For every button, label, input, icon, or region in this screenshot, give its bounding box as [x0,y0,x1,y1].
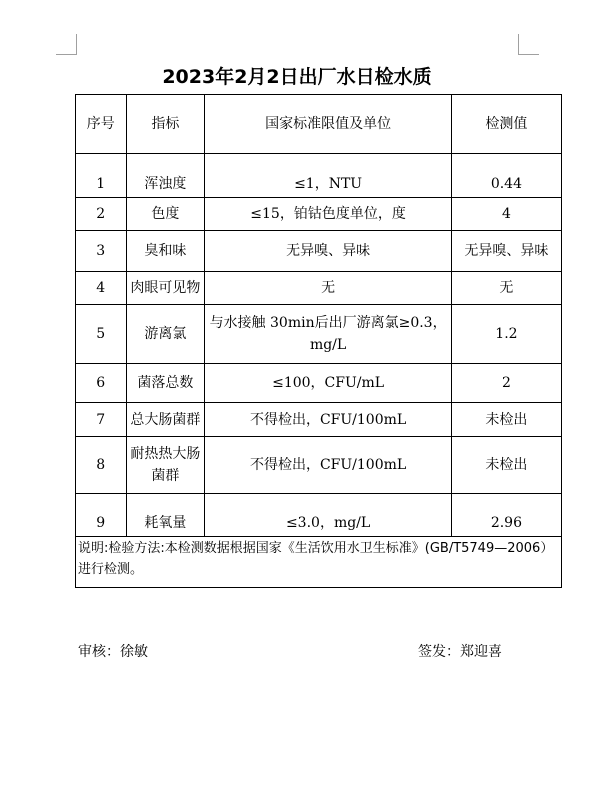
cell-indicator: 耐热热大肠菌群 [126,437,205,494]
cell-indicator: 总大肠菌群 [126,403,205,437]
cell-no: 5 [76,305,127,364]
cell-value: 无 [451,272,561,305]
cell-indicator: 臭和味 [126,231,205,272]
table-row [76,198,562,231]
cell-value: 0.44 [451,154,561,198]
cell-standard: ≤100，CFU/mL [205,364,452,403]
cell-no: 3 [76,231,127,272]
cell-standard: 不得检出，CFU/100mL [205,403,452,437]
cell-standard: 与水接触 30min后出厂游离氯≥0.3，mg/L [205,305,452,364]
cell-value: 未检出 [451,403,561,437]
header-cell-no: 序号 [76,95,127,154]
cell-standard: ≤3.0，mg/L [205,494,452,537]
cell-standard: 不得检出，CFU/100mL [205,437,452,494]
water-quality-table [75,94,562,588]
cell-indicator: 耗氧量 [126,494,205,537]
cell-standard: ≤15，铂钴色度单位，度 [205,198,452,231]
cell-no: 9 [76,494,127,537]
table-row [76,305,562,364]
cell-no: 4 [76,272,127,305]
cell-value: 2 [451,364,561,403]
cell-value: 1.2 [451,305,561,364]
cell-no: 8 [76,437,127,494]
cell-no: 2 [76,198,127,231]
cell-standard: 无 [205,272,452,305]
header-cell-value: 检测值 [451,95,561,154]
header-cell-standard: 国家标准限值及单位 [205,95,452,154]
table-row [76,272,562,305]
table-row [76,494,562,537]
table-header-row [76,95,562,154]
cell-indicator: 色度 [126,198,205,231]
crop-mark-top-right [518,34,539,55]
table-row [76,437,562,494]
header-cell-indicator: 指标 [126,95,205,154]
cell-indicator: 游离氯 [126,305,205,364]
cell-value: 未检出 [451,437,561,494]
table-row [76,403,562,437]
reviewer-signature: 审核：徐敏 [78,644,148,660]
cell-indicator: 菌落总数 [126,364,205,403]
cell-no: 7 [76,403,127,437]
cell-value: 4 [451,198,561,231]
table-row [76,231,562,272]
cell-no: 6 [76,364,127,403]
issuer-signature: 签发：郑迎喜 [418,644,502,660]
crop-mark-top-left [56,34,77,55]
cell-value: 2.96 [451,494,561,537]
document-title: 2023年2月2日出厂水日检水质 [162,66,432,88]
cell-no: 1 [76,154,127,198]
cell-indicator: 肉眼可见物 [126,272,205,305]
cell-indicator: 浑浊度 [126,154,205,198]
note-row [76,537,562,588]
table-row [76,154,562,198]
cell-standard: 无异嗅、异味 [205,231,452,272]
table-row [76,364,562,403]
test-method-note: 说明:检验方法:本检测数据根据国家《生活饮用水卫生标准》(GB/T5749—2006）进行检测。 [76,537,562,588]
cell-value: 无异嗅、异味 [451,231,561,272]
cell-standard: ≤1，NTU [205,154,452,198]
